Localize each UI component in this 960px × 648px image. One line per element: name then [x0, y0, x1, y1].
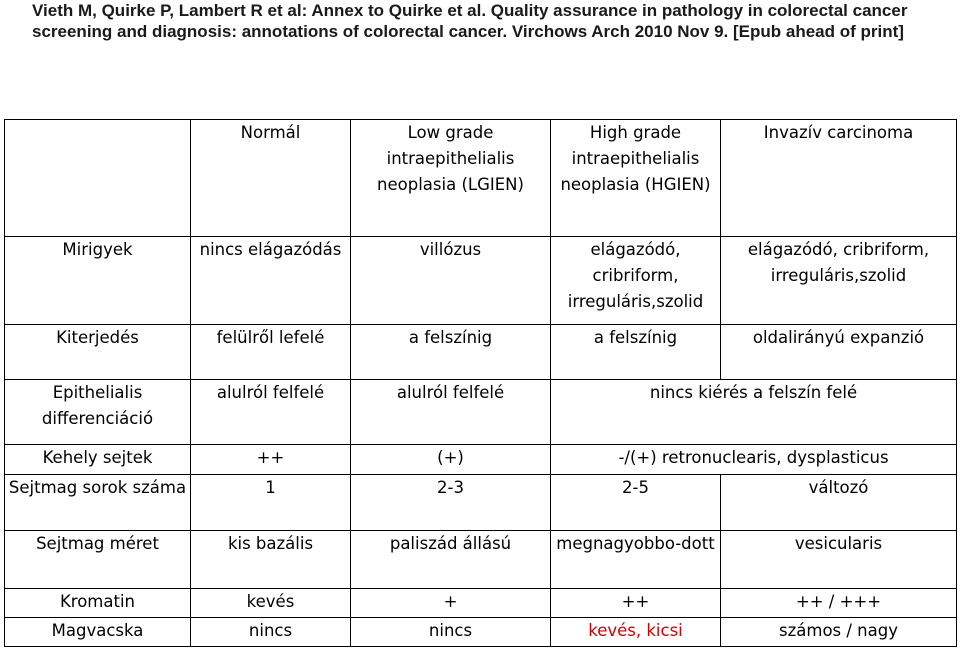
row-label: Kromatin [5, 588, 191, 617]
table-row [5, 474, 957, 530]
table-cell: paliszád állású [351, 530, 551, 588]
header-cell-empty [5, 120, 191, 237]
table-cell: ++ / +++ [721, 588, 957, 617]
table-cell-merged: -/(+) retronuclearis, dysplasticus [551, 444, 957, 474]
citation-line-2: screening and diagnosis: annotations of colorectal cancer. Virchows Arch 2010 Nov 9. [Epub ahead of print] [32, 22, 904, 41]
table-cell: változó [721, 474, 957, 530]
header-cell-hgien: High grade intraepithelialis neoplasia (HGIEN) [551, 120, 721, 237]
table-cell: 2-3 [351, 474, 551, 530]
citation-header [32, 0, 957, 42]
table-cell: a felszínig [551, 325, 721, 380]
table-row [5, 617, 957, 646]
row-label: Mirigyek [5, 237, 191, 325]
table-row [5, 237, 957, 325]
citation-line-1: Vieth M, Quirke P, Lambert R et al: Annex to Quirke et al. Quality assurance in pathology in colorectal cancer [32, 1, 908, 20]
header-cell-normal: Normál [191, 120, 351, 237]
row-label: Epithelialis differenciáció [5, 380, 191, 444]
table-row [5, 325, 957, 380]
row-label: Magvacska [5, 617, 191, 646]
table-cell: alulról felfelé [191, 380, 351, 444]
table-cell: megnagyobbo-dott [551, 530, 721, 588]
table-cell: nincs elágazódás [191, 237, 351, 325]
table-cell: ++ [551, 588, 721, 617]
table-cell: kevés [191, 588, 351, 617]
table-cell: 2-5 [551, 474, 721, 530]
row-label: Kiterjedés [5, 325, 191, 380]
table-cell-highlighted: kevés, kicsi [551, 617, 721, 646]
table-cell: nincs [191, 617, 351, 646]
table-cell: vesicularis [721, 530, 957, 588]
table-cell: nincs [351, 617, 551, 646]
table-cell: (+) [351, 444, 551, 474]
table-row [5, 588, 957, 617]
row-label: Kehely sejtek [5, 444, 191, 474]
table-cell: alulról felfelé [351, 380, 551, 444]
table-row [5, 444, 957, 474]
table-cell: ++ [191, 444, 351, 474]
table-header-row [5, 120, 957, 237]
table-cell: oldalirányú expanzió [721, 325, 957, 380]
table-cell: elágazódó, cribriform, irreguláris,szolid [721, 237, 957, 325]
table-cell: kis bazális [191, 530, 351, 588]
table-cell: elágazódó, cribriform, irreguláris,szolid [551, 237, 721, 325]
table-cell: + [351, 588, 551, 617]
table-row [5, 380, 957, 444]
table-cell: villózus [351, 237, 551, 325]
row-label: Sejtmag méret [5, 530, 191, 588]
table-cell: a felszínig [351, 325, 551, 380]
table-cell-merged: nincs kiérés a felszín felé [551, 380, 957, 444]
header-cell-invasive: Invazív carcinoma [721, 120, 957, 237]
header-cell-lgien: Low grade intraepithelialis neoplasia (LGIEN) [351, 120, 551, 237]
table-row [5, 530, 957, 588]
table-cell: felülről lefelé [191, 325, 351, 380]
row-label: Sejtmag sorok száma [5, 474, 191, 530]
table-cell: számos / nagy [721, 617, 957, 646]
table-cell: 1 [191, 474, 351, 530]
comparison-table [4, 119, 957, 647]
